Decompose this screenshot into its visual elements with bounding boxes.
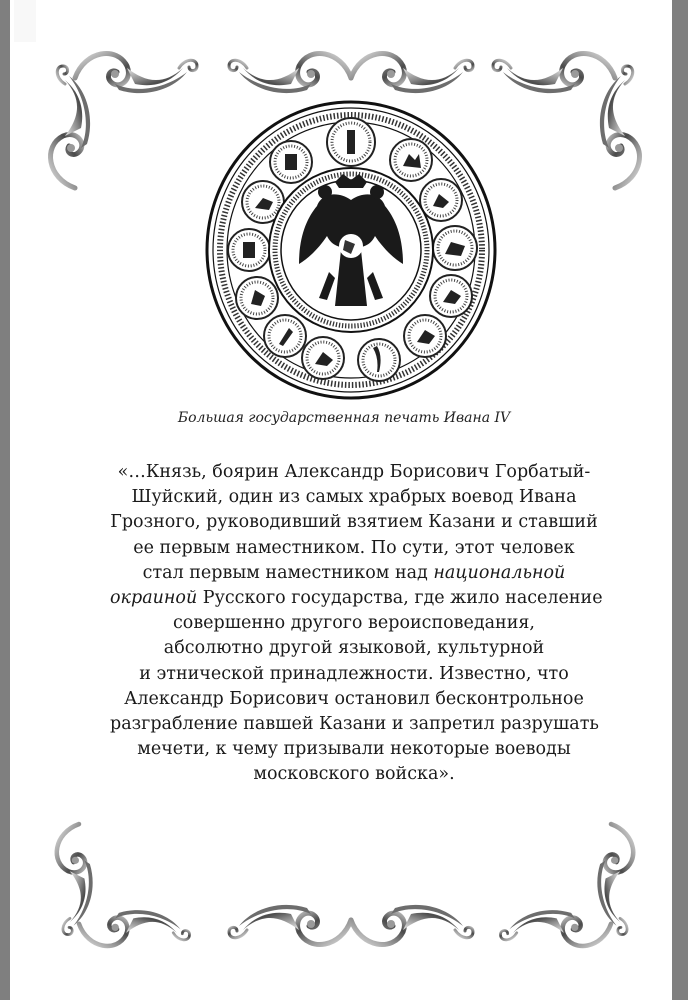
quote-fragment: разграбление павшей Казани и запретил разрушать — [110, 714, 599, 735]
quote-fragment: Александр Борисович остановил бесконтрольное — [124, 688, 584, 709]
quote-fragment: ее первым наместником. По сути, этот человек — [133, 537, 575, 558]
scroll-ornament-top-center — [238, 38, 464, 98]
quote-fragment: Грозного, руководивший взятием Казани и ставший — [110, 512, 598, 533]
quote-emphasis: национальной — [433, 562, 566, 583]
quote-line — [110, 662, 598, 687]
quote-line — [110, 586, 603, 611]
quote-fragment: стал первым наместником над — [142, 562, 434, 583]
quote-line — [110, 762, 598, 787]
scroll-ornament-top-right — [490, 38, 655, 198]
figure-caption: Большая государственная печать Ивана IV — [177, 410, 511, 426]
quote-emphasis: окраиной — [110, 588, 198, 609]
quote-fragment: московского войска». — [253, 764, 455, 785]
quote-line — [110, 737, 598, 762]
page-corner-mark — [14, 0, 36, 42]
quote-line — [110, 712, 598, 737]
quote-fragment: Русского государства, где жило население — [197, 588, 603, 609]
quote-fragment: мечети, к чему призывали некоторые воеводы — [137, 739, 571, 760]
quote-line — [110, 485, 598, 510]
quote-line — [110, 636, 598, 661]
quote-line — [110, 687, 598, 712]
quote-line — [110, 536, 598, 561]
scroll-ornament-bottom-left — [35, 815, 200, 960]
quote-fragment: абсолютно другой языковой, культурной — [163, 638, 545, 659]
scroll-ornament-bottom-right — [490, 815, 655, 960]
quote-line — [110, 561, 598, 586]
quote-text — [110, 460, 603, 788]
quote-fragment: «…Князь, боярин Александр Борисович Горбатый- — [117, 462, 591, 482]
scroll-ornament-bottom-center — [238, 900, 464, 960]
quote-fragment: и этнической принадлежности. Известно, что — [139, 663, 569, 684]
scroll-ornament-top-left — [35, 38, 200, 198]
quote-fragment: совершенно другого вероисповедания, — [172, 613, 535, 634]
quote-line — [110, 611, 598, 636]
quote-line — [110, 460, 598, 485]
quote-fragment: Шуйский, один из самых храбрых воевод Ивана — [131, 487, 577, 508]
quote-line — [110, 510, 598, 535]
seal-image — [205, 100, 497, 400]
